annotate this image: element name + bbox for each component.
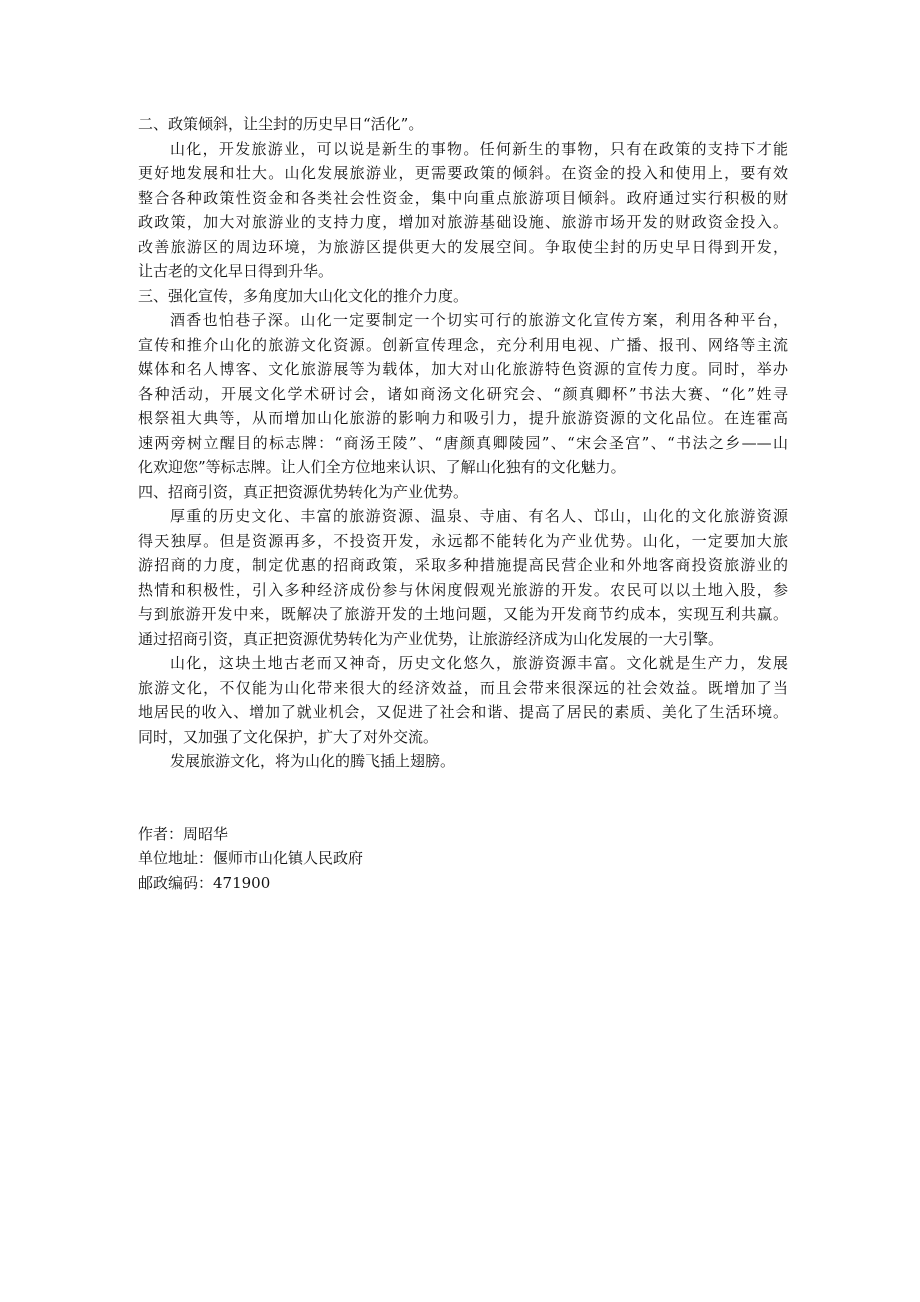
paragraph-line: 更好地发展和壮大。山化发展旅游业，更需要政策的倾斜。在资金的投入和使用上，要有效 <box>138 164 788 182</box>
paragraph-line: 化欢迎您”等标志牌。让人们全方位地来认识、了解山化独有的文化魅力。 <box>138 458 626 476</box>
section-heading: 四、招商引资，真正把资源优势转化为产业优势。 <box>138 482 469 501</box>
paragraph <box>138 651 788 749</box>
author-line: 作者：周昭华 <box>138 824 229 843</box>
paragraph-line: 整合各种政策性资金和各类社会性资金，集中向重点旅游项目倾斜。政府通过实行积极的财 <box>138 188 788 207</box>
paragraph <box>138 749 788 774</box>
paragraph-line: 速两旁树立醒目的标志牌：“商汤王陵”、“唐颜真卿陵园”、“宋会圣宫”、“书法之乡——山 <box>138 433 788 452</box>
paragraph-line: 游招商的力度，制定优惠的招商政策，采取多种措施提高民营企业和外地客商投资旅游业的 <box>138 556 788 574</box>
paragraph-line: 酒香也怕巷子深。山化一定要制定一个切实可行的旅游文化宣传方案，利用各种平台， <box>170 311 788 329</box>
paragraph-line: 山化，这块土地古老而又神奇，历史文化悠久，旅游资源丰富。文化就是生产力，发展 <box>170 654 788 672</box>
paragraph-line: 改善旅游区的周边环境，为旅游区提供更大的发展空间。争取使尘封的历史早日得到开发， <box>138 237 788 256</box>
section-heading: 二、政策倾斜，让尘封的历史早日“活化”。 <box>138 115 424 133</box>
paragraph-line: 旅游文化，不仅能为山化带来很大的经济效益，而且会带来很深远的社会效益。既增加了当 <box>138 678 788 697</box>
paragraph-line: 让古老的文化早日得到升华。 <box>138 262 334 280</box>
paragraph-line: 同时，又加强了文化保护，扩大了对外交流。 <box>138 727 439 746</box>
paragraph <box>138 137 788 284</box>
paragraph-line: 得天独厚。但是资源再多，不投资开发，永远都不能转化为产业优势。山化，一定要加大旅 <box>138 531 788 550</box>
paragraph-line: 发展旅游文化，将为山化的腾飞插上翅膀。 <box>170 752 456 770</box>
paragraph-line: 宣传和推介山化的旅游文化资源。创新宣传理念，充分利用电视、广播、报刊、网络等主流 <box>138 335 788 354</box>
paragraph-line: 山化，开发旅游业，可以说是新生的事物。任何新生的事物，只有在政策的支持下才能 <box>170 139 788 158</box>
paragraph-line: 与到旅游开发中来，既解决了旅游开发的土地问题，又能为开发商节约成本，实现互利共赢。 <box>138 605 788 623</box>
paragraph-line: 媒体和名人博客、文化旅游展等为载体，加大对山化旅游特色资源的宣传力度。同时，举办 <box>138 360 788 378</box>
paragraph-line: 通过招商引资，真正把资源优势转化为产业优势，让旅游经济成为山化发展的一大引擎。 <box>138 629 724 648</box>
paragraph <box>138 308 788 480</box>
paragraph-line: 各种活动，开展文化学术研讨会，诸如商汤文化研究会、“颜真卿杯”书法大赛、“化”姓寻 <box>138 384 788 403</box>
paragraph-line: 厚重的历史文化、丰富的旅游资源、温泉、寺庙、有名人、邙山，山化的文化旅游资源 <box>170 507 788 525</box>
document-page <box>138 112 788 895</box>
spacer <box>138 774 788 822</box>
section-heading: 三、强化宣传，多角度加大山化文化的推介力度。 <box>138 286 469 305</box>
paragraph <box>138 504 788 651</box>
paragraph-line: 地居民的收入、增加了就业机会，又促进了社会和谐、提高了居民的素质、美化了生活环境。 <box>138 703 788 721</box>
paragraph-line: 政政策，加大对旅游业的支持力度，增加对旅游基础设施、旅游市场开发的财政资金投入。 <box>138 213 788 231</box>
postcode-line: 邮政编码：471900 <box>138 873 271 892</box>
paragraph-line: 根祭祖大典等，从而增加山化旅游的影响力和吸引力，提升旅游资源的文化品位。在连霍高 <box>138 409 788 427</box>
author-info <box>138 822 788 896</box>
paragraph-line: 热情和积极性，引入多种经济成份参与休闲度假观光旅游的开发。农民可以以土地入股，参 <box>138 580 788 599</box>
address-line: 单位地址：偃师市山化镇人民政府 <box>138 849 364 867</box>
